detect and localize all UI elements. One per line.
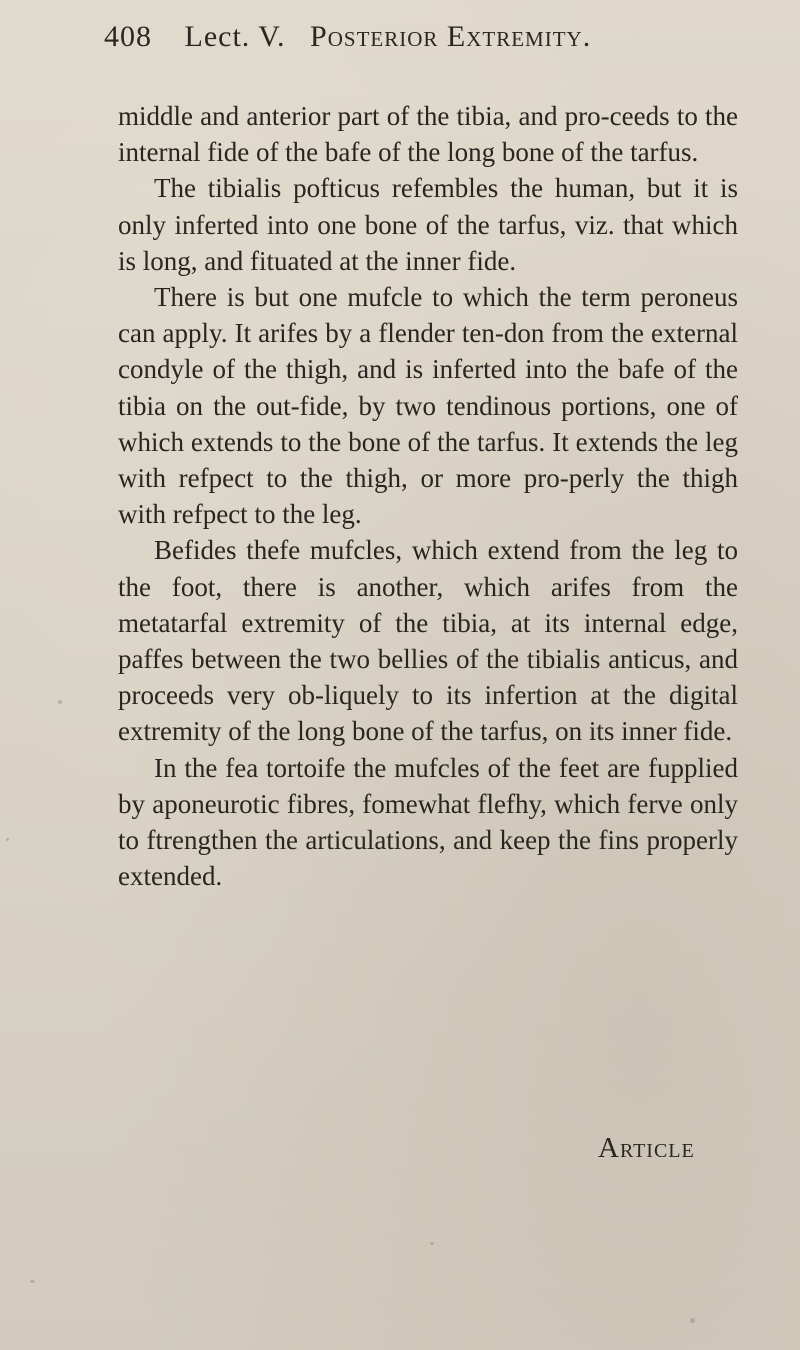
paragraph-3: There is but one mufcle to which the term peroneus can apply. It arifes by a flender ten-don from the external condyle of the thigh, and is inferted into the bafe of the tibia on the out-fide, by two tendinous portions, one of which extends to the bone of the tarfus. It extends the leg with refpect to the thigh, or more pro-perly the thigh with refpect to the leg.	[118, 282, 738, 530]
catchword: Article	[598, 1132, 695, 1164]
paragraph-1: middle and anterior part of the tibia, and pro-ceeds to the internal fide of the bafe of the long bone of the tarfus.	[118, 101, 738, 168]
paragraph-4: Befides thefe mufcles, which extend from the leg to the foot, there is another, which arifes from the metatarfal extremity of the tibia, at its internal edge, paffes between the two bellies of the tibialis anticus, and proceeds very ob-liquely to its infertion at the digital extremity of the long bone of the tarfus, on its inner fide.	[118, 535, 738, 747]
paper-speck	[6, 838, 9, 841]
page-number: 408	[104, 20, 152, 53]
paper-speck	[58, 700, 62, 704]
paragraph-2: The tibialis pofticus refembles the human, but it is only inferted into one bone of the tarfus, viz. that which is long, and fituated at the inner fide.	[118, 173, 738, 276]
body-text	[118, 98, 738, 894]
paper-speck	[30, 1280, 35, 1283]
running-head	[104, 20, 744, 54]
paper-speck	[430, 1242, 434, 1245]
lecture-label: Lect. V.	[184, 20, 286, 53]
paper-speck	[690, 1318, 695, 1323]
running-title: Posterior Extremity.	[310, 20, 592, 53]
paragraph-5: In the fea tortoife the mufcles of the feet are fupplied by aponeurotic fibres, fomewhat flefhy, which ferve only to ftrengthen the articulations, and keep the fins properly extended.	[118, 752, 738, 892]
